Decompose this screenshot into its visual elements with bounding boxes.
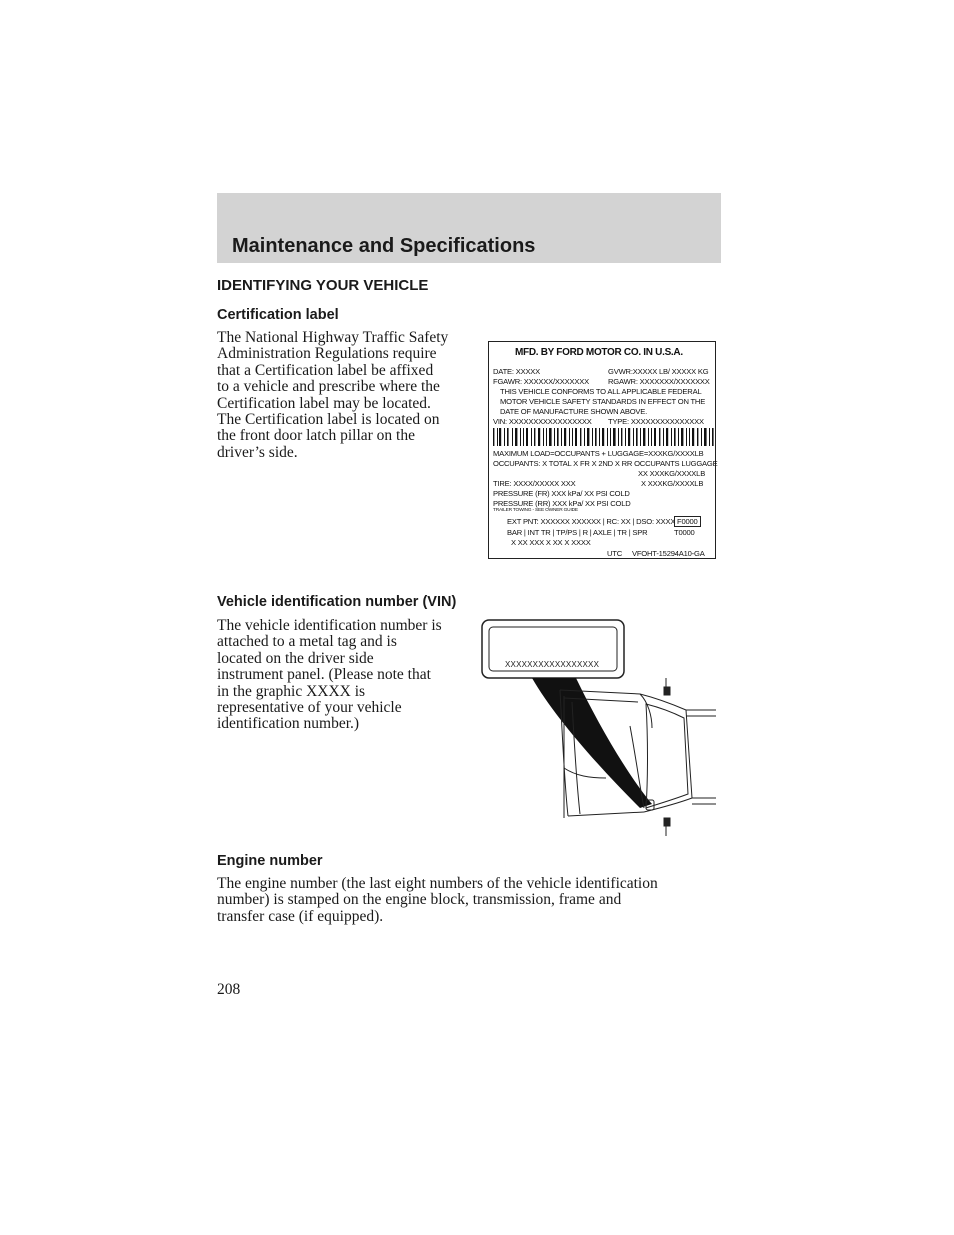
text-line: The engine number (the last eight numbers of the vehicle identification (217, 875, 658, 892)
figure-code: VFOHT-15294A10-GA (632, 549, 705, 558)
label-conformity-line: MOTOR VEHICLE SAFETY STANDARDS IN EFFECT ON THE (500, 397, 706, 406)
engine-heading: Engine number (217, 853, 323, 869)
text-line: representative of your vehicle (217, 699, 402, 717)
chapter-header (217, 193, 721, 263)
text-line: The vehicle identification number is (217, 617, 442, 634)
label-type: TYPE: XXXXXXXXXXXXXXX (608, 417, 704, 426)
page-number: 208 (217, 981, 241, 998)
text-line: The National Highway Traffic Safety (217, 329, 449, 346)
engine-paragraph (217, 876, 658, 925)
label-occupant-values: X XXXKG/XXXXLB (641, 479, 704, 488)
text-line: instrument panel. (Please note that (217, 666, 431, 684)
certification-label-figure (488, 341, 716, 559)
text-line: Certification label may be located. (217, 394, 431, 412)
label-vin: VIN: XXXXXXXXXXXXXXXXX (493, 417, 592, 426)
label-conformity-line: THIS VEHICLE CONFORMS TO ALL APPLICABLE FEDERAL (500, 387, 702, 396)
text-line: to a vehicle and prescribe where the (217, 378, 440, 396)
text-line: identification number.) (217, 715, 360, 733)
text-line: attached to a metal tag and is (217, 633, 397, 651)
label-code-box: T0000 (674, 528, 695, 537)
label-tire: TIRE: XXXX/XXXXX XXX (493, 479, 576, 488)
vin-tag-text: XXXXXXXXXXXXXXXXX (505, 660, 600, 669)
barcode-graphic (493, 428, 715, 446)
label-conformity-line: DATE OF MANUFACTURE SHOWN ABOVE. (500, 407, 648, 416)
label-codes-row: EXT PNT: XXXXXX XXXXXX | RC: XX | DSO: XXXX (507, 517, 676, 526)
label-manufacturer: MFD. BY FORD MOTOR CO. IN U.S.A. (515, 347, 683, 358)
chapter-title: Maintenance and Specifications (232, 235, 536, 257)
text-line: the front door latch pillar on the (217, 427, 415, 445)
label-code-box: F0000 (674, 516, 701, 527)
vin-plate-figure (480, 618, 716, 836)
label-occupants: OCCUPANTS: X TOTAL X FR X 2ND X RR OCCUPANTS LUGGAGE (493, 459, 718, 468)
section-title: IDENTIFYING YOUR VEHICLE (217, 277, 429, 294)
text-line: in the graphic XXXX is (217, 682, 366, 700)
callout-wedge (532, 678, 652, 808)
vin-heading: Vehicle identification number (VIN) (217, 594, 457, 610)
certification-paragraph (217, 330, 448, 461)
text-line: that a Certification label be affixed (217, 361, 434, 379)
label-utc: UTC (607, 549, 623, 558)
label-date: DATE: XXXXX (493, 367, 541, 376)
label-rgawr: RGAWR: XXXXXXX/XXXXXXX (608, 377, 710, 386)
certification-heading: Certification label (217, 307, 339, 323)
label-trailer-note: TRAILER TOWING - SEE OWNER GUIDE (493, 508, 578, 513)
text-line: transfer case (if equipped). (217, 907, 384, 925)
label-pressure-rear: PRESSURE (RR) XXX kPa/ XX PSI COLD (493, 499, 631, 508)
vin-paragraph (217, 618, 442, 733)
text-line: driver’s side. (217, 443, 298, 461)
label-fgawr: FGAWR: XXXXXX/XXXXXXX (493, 377, 589, 386)
text-line: The Certification label is located on (217, 411, 440, 429)
text-line: number) is stamped on the engine block, transmission, frame and (217, 891, 622, 909)
label-codes-row: BAR | INT TR | TP/PS | R | AXLE | TR | SPR (507, 528, 648, 537)
text-line: Administration Regulations require (217, 345, 437, 363)
label-codes-values: X XX XXX X XX X XXXX (511, 538, 591, 547)
text-line: located on the driver side (217, 649, 374, 667)
label-occupant-values: XX XXXKG/XXXXLB (638, 469, 706, 478)
label-max-load: MAXIMUM LOAD=OCCUPANTS + LUGGAGE=XXXKG/XXXXLB (493, 449, 704, 458)
label-gvwr: GVWR:XXXXX LB/ XXXXX KG (608, 367, 709, 376)
label-pressure-front: PRESSURE (FR) XXX kPa/ XX PSI COLD (493, 489, 630, 498)
